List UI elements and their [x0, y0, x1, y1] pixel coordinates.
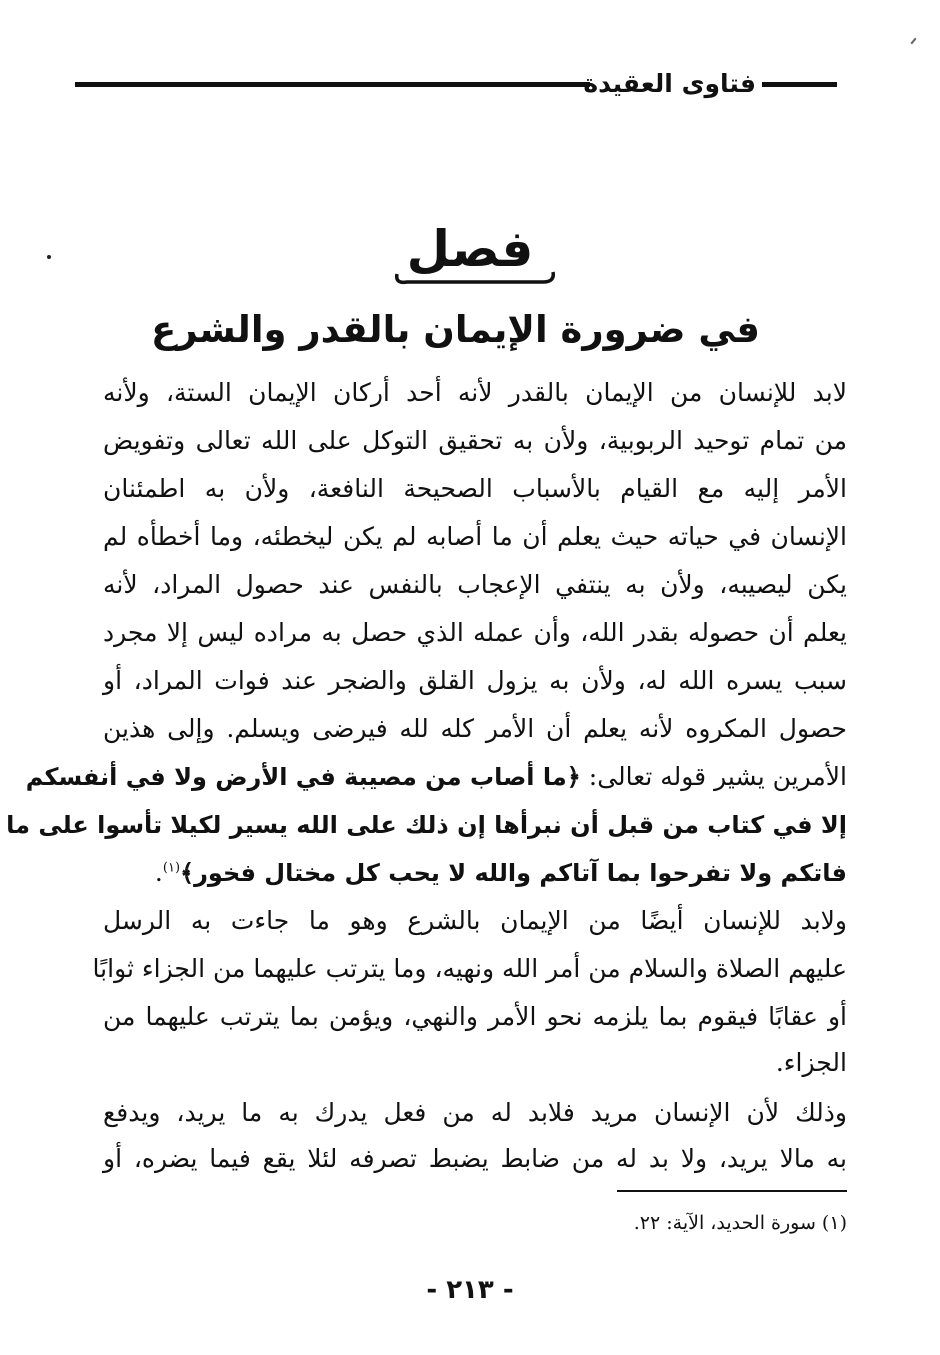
scan-speck — [47, 255, 51, 259]
body-line-5: يكن ليصيبه، ولأن به ينتفي الإعجاب بالنفس عند حصول المراد، لأنه — [103, 570, 847, 599]
body-line-9 — [25, 754, 847, 800]
quran-verse-line-1: إلا في كتاب من قبل أن نبرأها إن ذلك على الله يسير لكيلا تأسوا على ما — [6, 811, 847, 839]
body-line-12: ولابد للإنسان أيضًا من الإيمان بالشرع وهو ما جاءت به الرسل — [103, 906, 847, 935]
body-line-6: يعلم أن حصوله بقدر الله، وأن عمله الذي حصل به مراده ليس إلا مجرد — [103, 618, 847, 647]
running-header-title: فتاوى العقيدة — [583, 69, 756, 98]
footnote: (١) سورة الحديد، الآية: ٢٢. — [633, 1212, 847, 1234]
footnote-separator — [617, 1190, 847, 1192]
sentence-end: . — [154, 858, 163, 887]
section-label: فصل — [406, 220, 534, 278]
header-rule-right — [762, 82, 837, 87]
scan-mark — [910, 38, 916, 45]
body-line-17: به مالا يريد، ولا بد له من ضابط يضبط تصرفه لئلا يقع فيما يضره، أو — [103, 1144, 847, 1173]
body-line-7: سبب يسره الله له، ولأن به يزول القلق والضجر عند فوات المراد، أو — [103, 666, 847, 695]
verse-intro: الأمرين يشير قوله تعالى: — [588, 762, 847, 791]
body-line-16: وذلك لأن الإنسان مريد فلابد له من فعل يدرك به ما يريد، ويدفع — [103, 1098, 847, 1127]
body-line-14: أو عقابًا فيقوم بما يلزمه نحو الأمر والنهي، ويؤمن بما يترتب عليهما من — [103, 1002, 847, 1031]
quran-verse-end: فاتكم ولا تفرحوا بما آتاكم والله لا يحب كل مختال فخور﴾ — [180, 859, 847, 887]
body-line-3: الأمر إليه مع القيام بالأسباب الصحيحة النافعة، ولأن به اطمئنان — [103, 474, 847, 503]
footnote-reference: (١) — [162, 860, 181, 876]
body-line-13: عليهم الصلاة والسلام من أمر الله ونهيه، وما يترتب عليهما من الجزاء ثوابًا — [92, 954, 847, 983]
body-line-2: من تمام توحيد الربوبية، ولأن به تحقيق التوكل على الله تعالى وتفويض — [103, 426, 847, 455]
body-line-15: الجزاء. — [775, 1048, 847, 1077]
body-line-8: حصول المكروه لأنه يعلم أن الأمر كله لله فيرضى ويسلم. وإلى هذين — [103, 714, 847, 743]
section-label-flourish — [393, 268, 561, 288]
section-title: في ضرورة الإيمان بالقدر والشرع — [150, 308, 760, 351]
header-rule-left — [75, 82, 590, 87]
page-number: - ٢١٣ - — [426, 1275, 514, 1305]
quran-verse-line-2 — [103, 850, 847, 896]
quran-verse-start: ﴿ما أصاب من مصيبة في الأرض ولا في أنفسكم — [25, 763, 581, 791]
body-line-1: لابد للإنسان من الإيمان بالقدر لأنه أحد أركان الإيمان الستة، ولأنه — [103, 378, 847, 407]
body-line-4: الإنسان في حياته حيث يعلم أن ما أصابه لم يكن ليخطئه، وما أخطأه لم — [103, 522, 847, 551]
